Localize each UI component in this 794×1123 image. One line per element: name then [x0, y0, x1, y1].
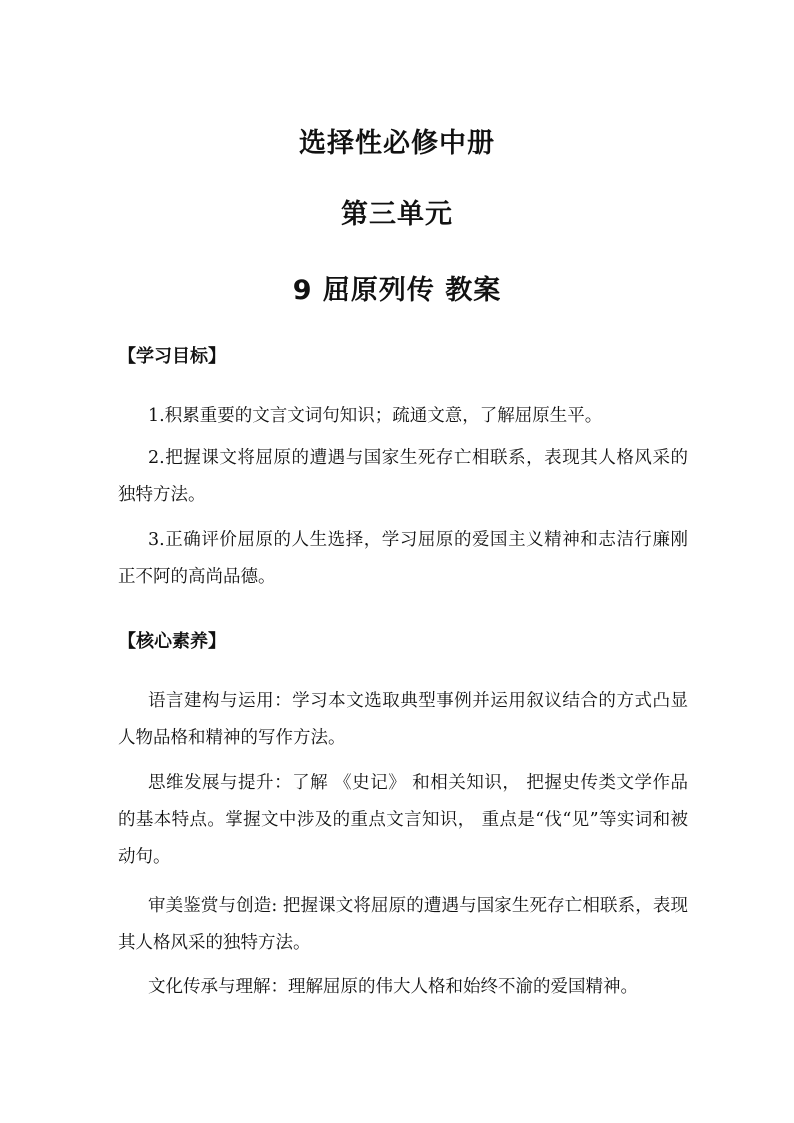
learning-goal-3: 3.正确评价屈原的人生选择，学习屈原的爱国主义精神和志洁行廉刚正不阿的高尚品德。	[118, 530, 688, 587]
core-literacy-culture: 文化传承与理解：理解屈原的伟大人格和始终不渝的爱国精神。	[148, 977, 638, 997]
section-heading-core-literacy: 【核心素养】	[118, 631, 226, 652]
document-title: 选择性必修中册	[299, 128, 495, 159]
core-literacy-language: 语言建构与运用：学习本文选取典型事例并运用叙议结合的方式凸显人物品格和精神的写作方法。	[118, 691, 688, 748]
section-heading-learning-goals: 【学习目标】	[118, 346, 226, 367]
unit-title: 第三单元	[341, 199, 453, 230]
lesson-title: 9 屈原列传 教案	[292, 275, 502, 306]
core-literacy-aesthetics: 审美鉴赏与创造: 把握课文将屈原的遭遇与国家生死存亡相联系，表现其人格风采的独特方法。	[118, 896, 688, 953]
learning-goal-2: 2.把握课文将屈原的遭遇与国家生死存亡相联系，表现其人格风采的独特方法。	[118, 448, 688, 505]
learning-goal-1: 1.积累重要的文言文词句知识；疏通文意，了解屈原生平。	[148, 406, 603, 426]
core-literacy-thinking: 思维发展与提升：了解 《史记》 和相关知识， 把握史传类文学作品的基本特点。掌握文中涉及的重点文言知识， 重点是“伐“见”等实词和被动句。	[118, 773, 688, 867]
